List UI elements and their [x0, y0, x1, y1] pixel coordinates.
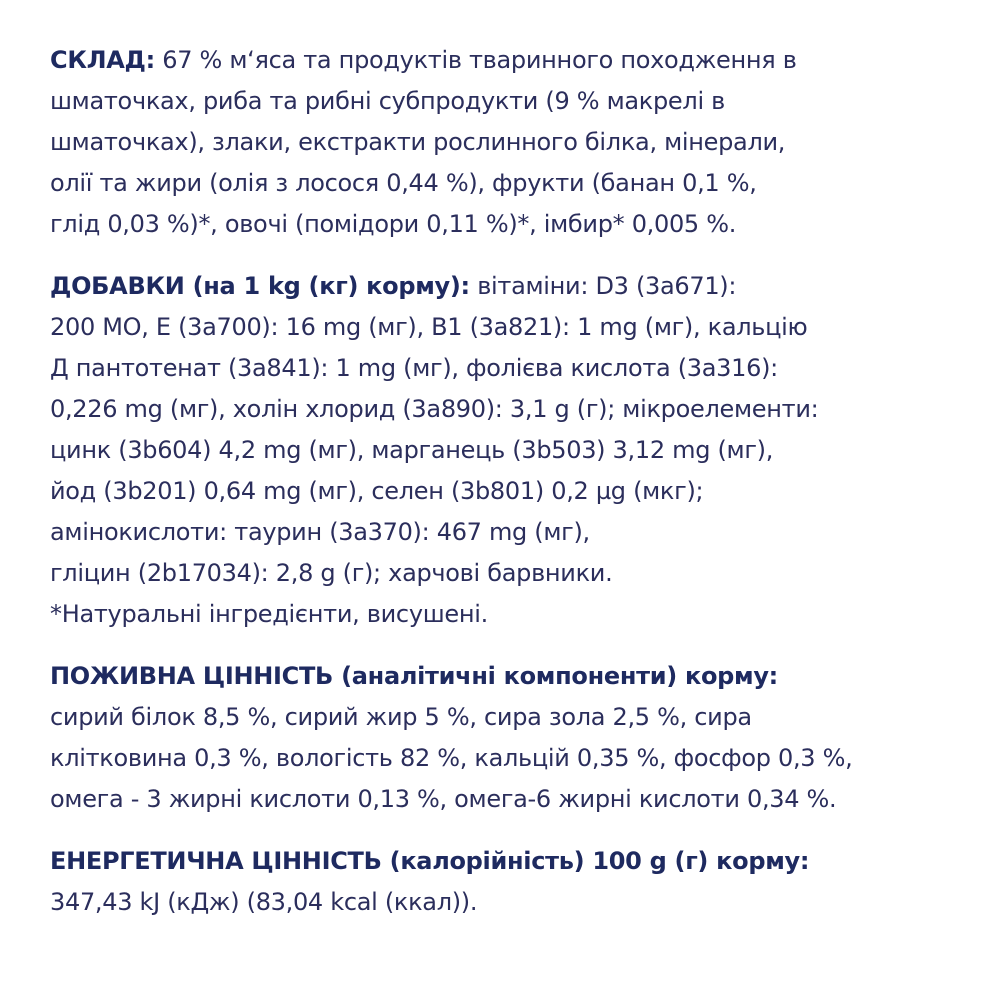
- additives-line-1: [50, 266, 970, 307]
- composition-line-4: олії та жири (олія з лосося 0,44 %), фрукти (банан 0,1 %,: [50, 169, 757, 197]
- energy-heading: ЕНЕРГЕТИЧНА ЦІННІСТЬ (калорійність) 100 g (г) корму:: [50, 847, 810, 875]
- nutrition-line-2: клітковина 0,3 %, вологість 82 %, кальцій 0,35 %, фосфор 0,3 %,: [50, 744, 853, 772]
- additives-line-3: Д пантотенат (3а841): 1 mg (мг), фолієва кислота (3а316):: [50, 354, 778, 382]
- additives-section: [50, 266, 970, 635]
- energy-line-1: 347,43 kJ (кДж) (83,04 kcal (ккал)).: [50, 888, 478, 916]
- additives-line-2: 200 МО, Е (3а700): 16 mg (мг), В1 (3а821): 1 mg (мг), кальцію: [50, 313, 808, 341]
- additives-text: вітаміни: D3 (3а671):: [469, 272, 737, 300]
- additives-line-7: амінокислоти: таурин (3а370): 467 mg (мг),: [50, 518, 590, 546]
- additives-line-4: 0,226 mg (мг), холін хлорид (3а890): 3,1 g (г); мікроелементи:: [50, 395, 819, 423]
- additives-footnote: *Натуральні інгредієнти, висушені.: [50, 600, 488, 628]
- energy-section: [50, 841, 970, 923]
- nutrition-heading: ПОЖИВНА ЦІННІСТЬ (аналітичні компоненти) корму:: [50, 662, 778, 690]
- nutrition-line-1: сирий білок 8,5 %, сирий жир 5 %, сира зола 2,5 %, сира: [50, 703, 752, 731]
- composition-section: [50, 40, 970, 245]
- nutrition-line-3: омега - 3 жирні кислоти 0,13 %, омега-6 жирні кислоти 0,34 %.: [50, 785, 837, 813]
- composition-text: 67 % м‘яса та продуктів тваринного походження в: [154, 46, 797, 74]
- composition-line-5: глід 0,03 %)*, овочі (помідори 0,11 %)*, імбир* 0,005 %.: [50, 210, 737, 238]
- additives-line-6: йод (3b201) 0,64 mg (мг), селен (3b801) 0,2 µg (мкг);: [50, 477, 704, 505]
- additives-line-8: гліцин (2b17034): 2,8 g (г); харчові барвники.: [50, 559, 613, 587]
- composition-line-1: [50, 40, 970, 81]
- additives-line-5: цинк (3b604) 4,2 mg (мг), марганець (3b503) 3,12 mg (мг),: [50, 436, 774, 464]
- composition-line-3: шматочках), злаки, екстракти рослинного білка, мінерали,: [50, 128, 786, 156]
- composition-heading: СКЛАД:: [50, 46, 155, 74]
- additives-heading: ДОБАВКИ (на 1 kg (кг) корму):: [50, 272, 470, 300]
- composition-line-2: шматочках, риба та рибні субпродукти (9 % макрелі в: [50, 87, 725, 115]
- nutrition-section: [50, 656, 970, 820]
- product-label-text: [50, 40, 970, 923]
